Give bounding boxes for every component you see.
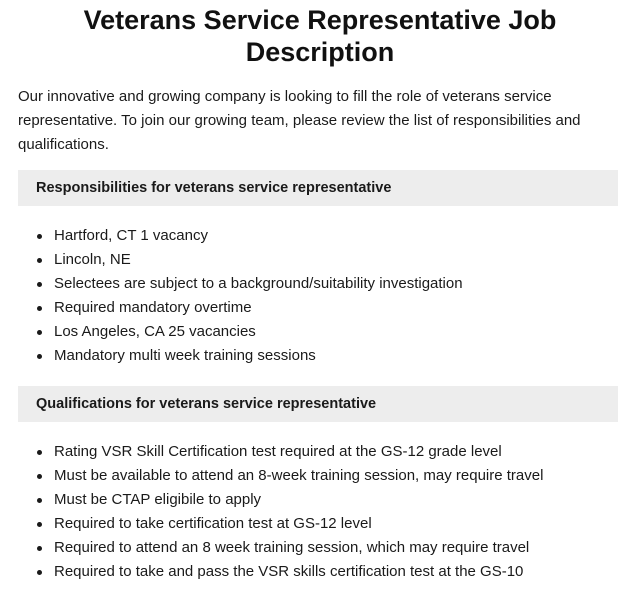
qualification-item — [18, 560, 622, 584]
bullet-icon — [37, 474, 42, 479]
responsibilities-heading: Responsibilities for veterans service representative — [18, 170, 618, 206]
page-title-line-1: Veterans Service Representative Job — [83, 5, 557, 35]
qualifications-heading: Qualifications for veterans service representative — [18, 386, 618, 422]
bullet-icon — [37, 234, 42, 239]
responsibility-text: Lincoln, NE — [54, 251, 131, 268]
qualification-item — [18, 440, 622, 464]
qualification-item — [18, 464, 622, 488]
intro-paragraph: Our innovative and growing company is looking to fill the role of veterans service representative. To join our growing team, please review the list of responsibilities and qualifications. — [18, 88, 581, 153]
qualification-item — [18, 512, 622, 536]
qualification-text: Must be CTAP eligibile to apply — [54, 491, 262, 508]
bullet-icon — [37, 450, 42, 455]
qualification-text: Required to attend an 8 week training session, which may require travel — [54, 539, 530, 556]
responsibility-text: Los Angeles, CA 25 vacancies — [54, 323, 256, 340]
bullet-icon — [37, 522, 42, 527]
bullet-icon — [37, 546, 42, 551]
page-title — [20, 4, 620, 68]
responsibility-item — [18, 344, 622, 368]
qualification-text: Required to take and pass the VSR skills certification test at the GS-10 — [54, 563, 524, 580]
responsibility-item — [18, 248, 622, 272]
responsibility-item — [18, 296, 622, 320]
bullet-icon — [37, 282, 42, 287]
qualification-text: Must be available to attend an 8-week training session, may require travel — [54, 467, 544, 484]
qualification-text: Required to take certification test at GS-12 level — [54, 515, 372, 532]
bullet-icon — [37, 498, 42, 503]
bullet-icon — [37, 354, 42, 359]
page-title-line-2: Description — [245, 37, 395, 67]
responsibility-text: Hartford, CT 1 vacancy — [54, 227, 208, 244]
responsibility-text: Required mandatory overtime — [54, 299, 252, 316]
bullet-icon — [37, 258, 42, 263]
bullet-icon — [37, 330, 42, 335]
bullet-icon — [37, 570, 42, 575]
responsibilities-list — [18, 224, 622, 368]
responsibility-item — [18, 320, 622, 344]
qualification-item — [18, 488, 622, 512]
responsibility-item — [18, 224, 622, 248]
responsibility-text: Selectees are subject to a background/suitability investigation — [54, 275, 463, 292]
responsibility-text: Mandatory multi week training sessions — [54, 347, 316, 364]
qualification-item — [18, 536, 622, 560]
qualifications-list — [18, 440, 622, 584]
bullet-icon — [37, 306, 42, 311]
qualification-text: Rating VSR Skill Certification test required at the GS-12 grade level — [54, 443, 502, 460]
responsibility-item — [18, 272, 622, 296]
